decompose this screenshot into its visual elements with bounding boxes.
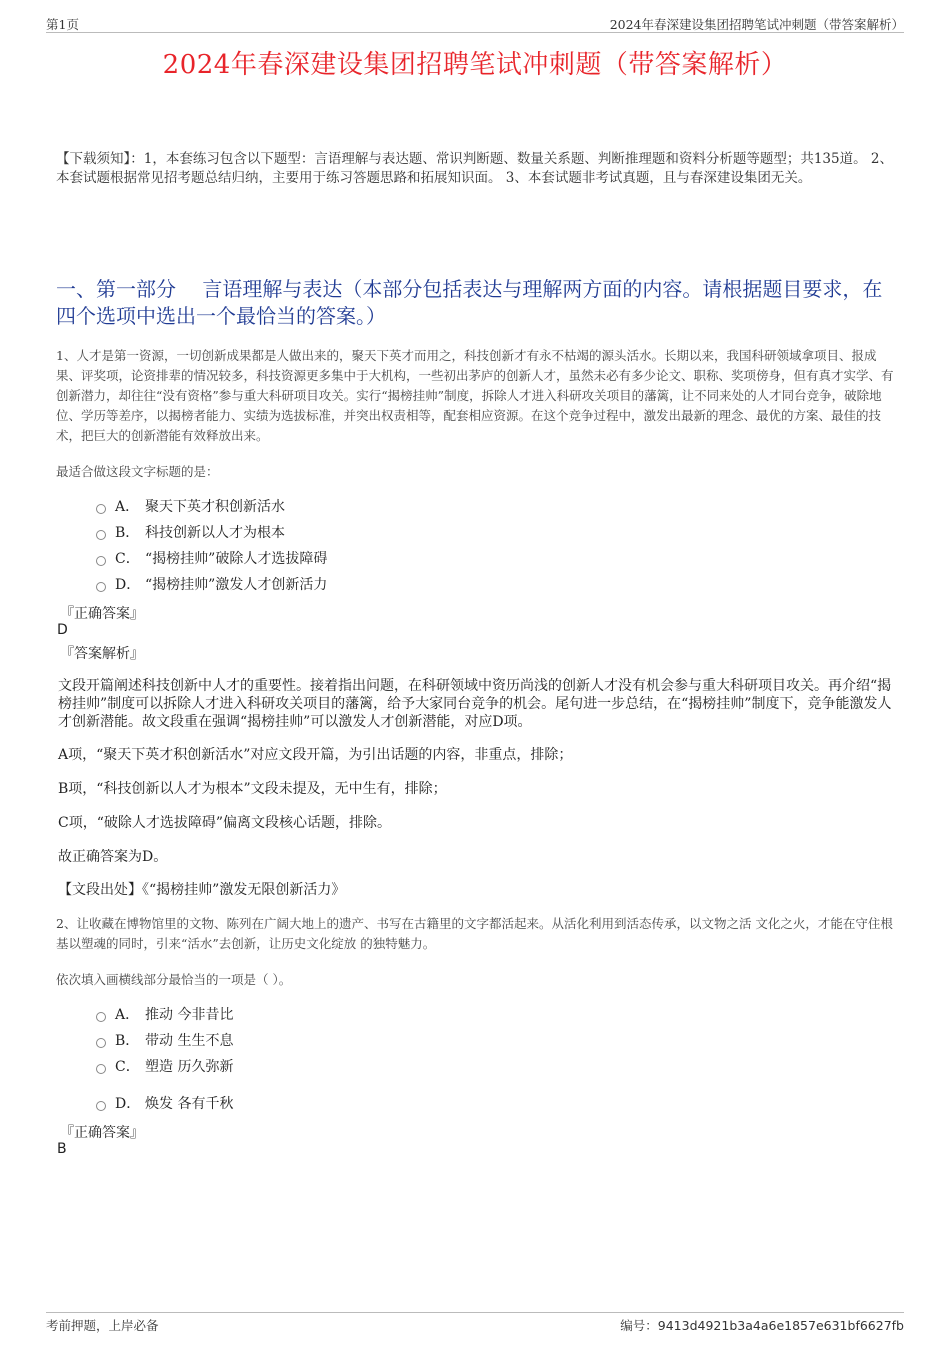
q2-answer-label: 『正确答案』 (60, 1125, 144, 1141)
option-letter: D． (115, 1096, 141, 1112)
q2-answer: B (57, 1141, 67, 1157)
serial-label: 编号： (620, 1318, 658, 1333)
serial-number: 9413d4921b3a4a6e1857e631bf6627fb (657, 1318, 904, 1333)
q2-option-c[interactable] (96, 1056, 233, 1078)
q1-analysis-label: 『答案解析』 (60, 646, 144, 662)
q1-source: 【文段出处】《“揭榜挂帅”激发无限创新活力》 (58, 882, 346, 898)
q1-option-a[interactable] (96, 496, 285, 518)
option-text: “揭榜挂帅”破除人才选拔障碍 (145, 551, 328, 567)
option-letter: C． (115, 1059, 140, 1075)
radio-icon[interactable] (96, 556, 106, 566)
option-text: 推动 今非昔比 (145, 1007, 234, 1023)
section-title: 一、第一部分 言语理解与表达（本部分包括表达与理解两方面的内容。请根据题目要求，在四个选项中选出一个最恰当的答案。） (56, 277, 883, 328)
q1-answer-label: 『正确答案』 (60, 606, 144, 622)
q2-option-b[interactable] (96, 1030, 233, 1052)
q1-option-c[interactable] (96, 548, 327, 570)
q1-note-c: C项，“破除人才选拔障碍”偏离文段核心话题，排除。 (58, 815, 392, 831)
radio-icon[interactable] (96, 504, 106, 514)
option-letter: B． (115, 1033, 140, 1049)
option-letter: A． (115, 499, 140, 515)
option-text: 带动 生生不息 (145, 1033, 234, 1049)
document-title: 2024年春深建设集团招聘笔试冲刺题（带答案解析） (162, 50, 788, 80)
q1-note-b: B项，“科技创新以人才为根本”文段未提及，无中生有，排除； (58, 781, 447, 797)
radio-icon[interactable] (96, 582, 106, 592)
footer-slogan: 考前押题，上岸必备 (46, 1318, 159, 1333)
page-number: 第1页 (46, 17, 79, 32)
q1-passage: 1、人才是第一资源，一切创新成果都是人做出来的，聚天下英才而用之，科技创新才有永不枯竭的源头活水。长期以来，我国科研领域拿项目、报成果、评奖项，论资排辈的情况较多，科技资源更多集中于大机构，一些初出茅庐的创新人才，虽然未必有多少论文、职称、奖项傍身，但有真才实学、有创新潜力，却往往“没有资格”参与重大科研项目攻关。实行“揭榜挂帅”制度，拆除人才进入科研攻关项目的藩篱，让不同来处的人才同台竞争，破除地位、学历等差序，以揭榜者能力、实绩为选拔标准，并突出权责相等，配套相应资源。在这个竞争过程中，激发出最新的理念、最优的方案、最佳的技术，把巨大的创新潜能有效释放出来。 (56, 348, 894, 443)
header-doc-title: 2024年春深建设集团招聘笔试冲刺题（带答案解析） (609, 17, 904, 32)
radio-icon[interactable] (96, 1101, 106, 1111)
radio-icon[interactable] (96, 1012, 106, 1022)
q2-option-d[interactable] (96, 1093, 233, 1115)
option-letter: B． (115, 525, 140, 541)
option-letter: A． (115, 1007, 140, 1023)
q2-option-a[interactable] (96, 1004, 233, 1026)
download-notice: 【下载须知】：1，本套练习包含以下题型：言语理解与表达题、常识判断题、数量关系题、判断推理题和资料分析题等题型；共135道。 2、本套试题根据常见招考题总结归纳，主要用于练习答题思路和拓展知识面。 3、本套试题非考试真题，且与春深建设集团无关。 (56, 151, 893, 186)
q2-passage: 2、让收藏在博物馆里的文物、陈列在广阔大地上的遗产、书写在古籍里的文字都活起来。从活化利用到活态传承，以文物之活 文化之火，才能在守住根基以塑魂的同时，引来“活水”去创新，让历史文化绽放 的独特魅力。 (56, 916, 893, 951)
option-letter: D． (115, 577, 141, 593)
q2-prompt: 依次填入画横线部分最恰当的一项是（ ）。 (56, 972, 292, 987)
footer-serial (620, 1316, 904, 1334)
radio-icon[interactable] (96, 1038, 106, 1048)
q1-note-a: A项，“聚天下英才积创新活水”对应文段开篇，为引出话题的内容，非重点，排除； (58, 747, 573, 763)
q1-answer: D (57, 622, 68, 638)
q1-analysis: 文段开篇阐述科技创新中人才的重要性。接着指出问题，在科研领域中资历尚浅的创新人才没有机会参与重大科研项目攻关。再介绍“揭榜挂帅”制度可以拆除人才进入科研攻关项目的藩篱，给予大家同台竞争的机会。尾句进一步总结，在“揭榜挂帅”制度下，竞争能激发人才创新潜能。故文段重在强调“揭榜挂帅”可以激发人才创新潜能，对应D项。 (58, 678, 892, 730)
q1-prompt: 最适合做这段文字标题的是： (56, 464, 219, 479)
q1-option-d[interactable] (96, 574, 327, 596)
radio-icon[interactable] (96, 530, 106, 540)
option-text: 塑造 历久弥新 (145, 1059, 234, 1075)
option-text: 聚天下英才积创新活水 (145, 499, 285, 515)
radio-icon[interactable] (96, 1064, 106, 1074)
q1-conclusion: 故正确答案为D。 (58, 849, 168, 865)
page-footer (46, 1312, 904, 1335)
option-text: 科技创新以人才为根本 (145, 525, 285, 541)
option-letter: C． (115, 551, 140, 567)
option-text: “揭榜挂帅”激发人才创新活力 (145, 577, 328, 593)
page-header (46, 14, 904, 33)
q1-option-b[interactable] (96, 522, 285, 544)
option-text: 焕发 各有千秋 (145, 1096, 234, 1112)
